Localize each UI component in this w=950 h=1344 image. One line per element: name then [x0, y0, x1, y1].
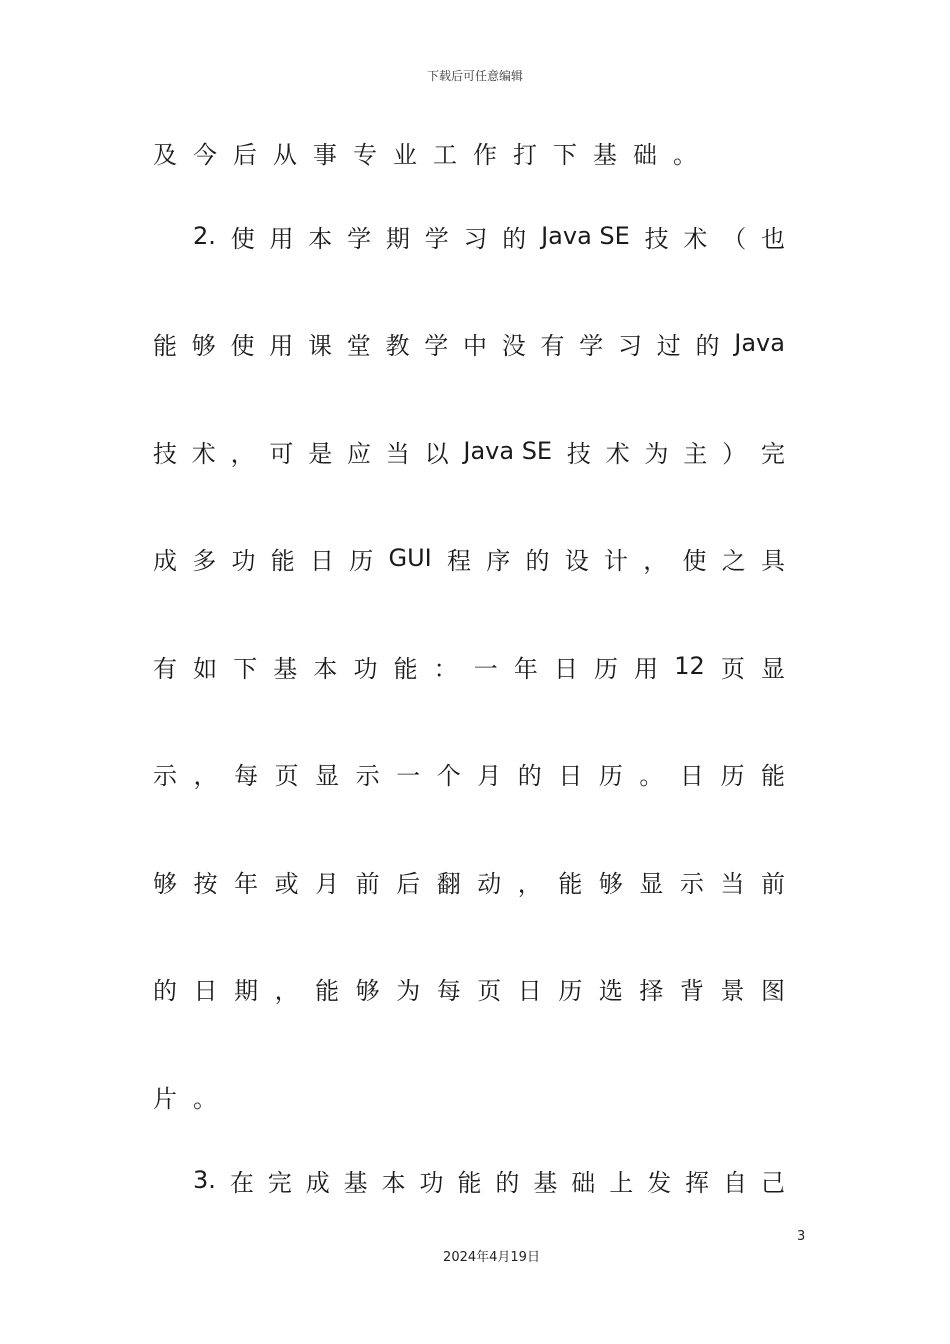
text-line: 2. 使 用 本 学 期 学 习 的 Java SE 技 术 （ 也 [193, 222, 785, 253]
text-line: 有 如 下 基 本 功 能 ： 一 年 日 历 用 12 页 显 [153, 652, 785, 683]
text-line: 够 按 年 或 月 前 后 翻 动 ， 能 够 显 示 当 前 [153, 869, 785, 898]
page-header: 下载后可任意编辑 [426, 69, 523, 83]
text-line: 成 多 功 能 日 历 GUI 程 序 的 设 计 ， 使 之 具 [153, 544, 785, 575]
text-line: 能 够 使 用 课 堂 教 学 中 没 有 学 习 过 的 Java [153, 329, 785, 360]
text-line: 技 术 ， 可 是 应 当 以 Java SE 技 术 为 主 ） 完 [153, 437, 785, 468]
text-line: 的 日 期 ， 能 够 为 每 页 日 历 选 择 背 景 图 [153, 976, 785, 1005]
text-line: 示 ， 每 页 显 示 一 个 月 的 日 历 。 日 历 能 [153, 761, 785, 790]
text-line: 及 今 后 从 事 专 业 工 作 打 下 基 础 。 [153, 140, 697, 169]
page-number: 3 [797, 1229, 806, 1244]
page-footer-date: 2024年4月19日 [443, 1250, 540, 1265]
text-line: 3. 在 完 成 基 本 功 能 的 基 础 上 发 挥 自 己 [193, 1166, 785, 1197]
text-line: 片 。 [153, 1084, 217, 1113]
